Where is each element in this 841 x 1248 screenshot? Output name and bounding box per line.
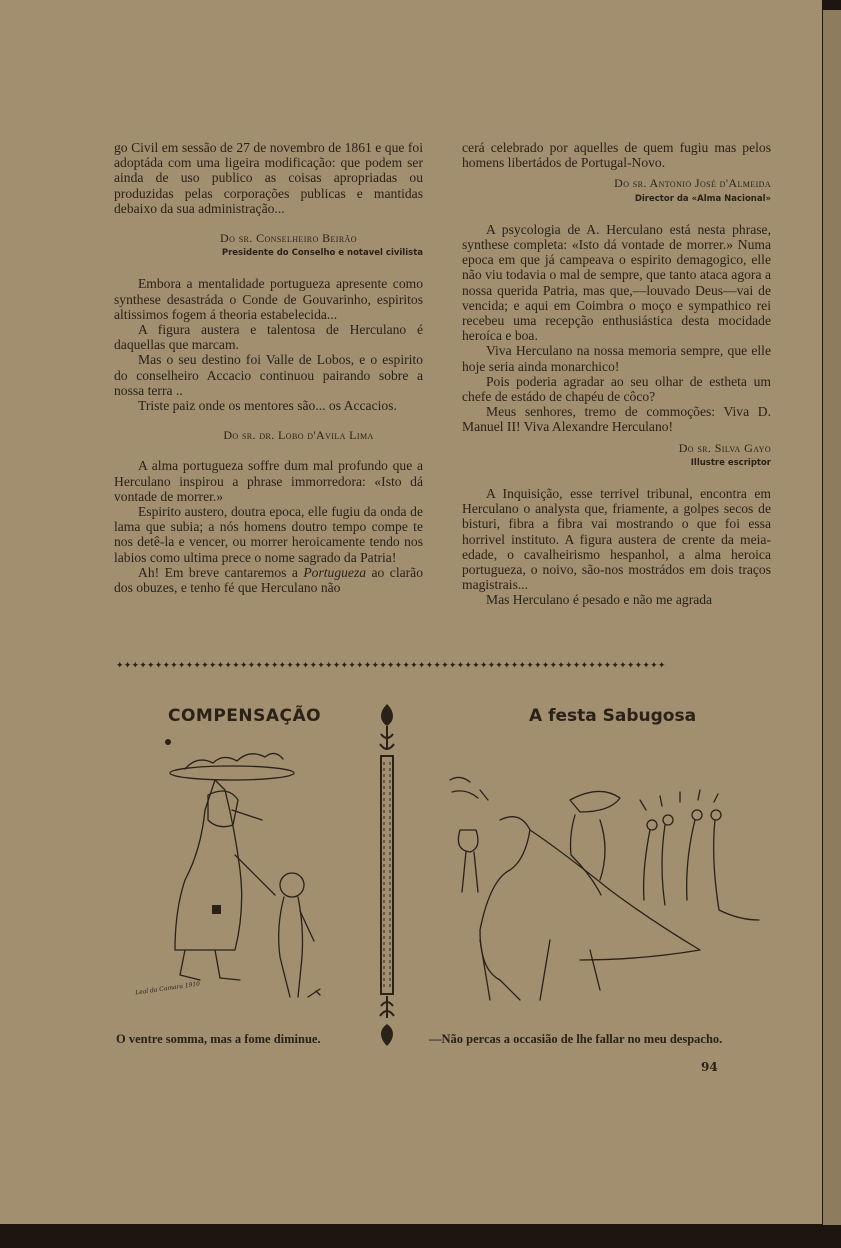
star-divider: ✦✦✦✦✦✦✦✦✦✦✦✦✦✦✦✦✦✦✦✦✦✦✦✦✦✦✦✦✦✦✦✦✦✦✦✦✦✦✦✦✦✦✦✦✦✦✦✦✦✦✦✦✦✦✦✦✦✦✦✦✦✦✦✦✦✦✦✦✦✦✦ xyxy=(116,661,666,671)
cartoon-left-caption: O ventre somma, mas a fome diminue. xyxy=(116,1032,321,1046)
paragraph: A alma portugueza soffre dum mal profundo que a Herculano inspirou a phrase immorredora: «Isto dá vontade de morrer.» xyxy=(114,458,423,504)
paragraph: Mas o seu destino foi Valle de Lobos, e o espirito do conselheiro Accacio continuou pairando sobre a nossa terra .. xyxy=(114,352,423,398)
cartoon-right-caption: —Não percas a occasião de lhe fallar no meu despacho. xyxy=(429,1032,723,1046)
cartoon-right-title: A festa Sabugosa xyxy=(529,706,697,726)
signature-subtitle: Director da «Alma Nacional» xyxy=(634,193,771,204)
signature-heading: Do sr. Silva Gayo xyxy=(678,440,771,455)
paragraph: Espirito austero, doutra epoca, elle fugiu da onda de lama que subia; a nós homens doutro tempo compe te nos detê-la e vencer, ou morrer heroicamente tendo nos labios como ultima prece o nome sagrado da Patria! xyxy=(114,504,423,565)
paragraph: cerá celebrado por aquelles de quem fugiu mas pelos homens libertádos de Portugal-Novo. xyxy=(462,140,771,171)
artist-signature: Leal da Camara 1910 xyxy=(134,980,201,997)
signature-subtitle: Illustre escriptor xyxy=(690,457,771,468)
signature-subtitle: Presidente do Conselho e notavel civilista xyxy=(221,248,423,259)
adjacent-page-edge xyxy=(823,10,841,1225)
paragraph: A figura austera e talentosa de Herculano é daquellas que marcam. xyxy=(114,322,423,353)
paragraph: Mas Herculano é pesado e não me agrada xyxy=(486,592,713,608)
paragraph: A Inquisição, esse terrivel tribunal, encontra em Herculano o analysta que, friamente, a golpes secos de bisturi, fibra a fibra vai mostrando o que foi essa horrivel instituto. A figura austera de crente da meia-edade, o cavalheirismo hespanhol, a alma heroica portugueza, o noivo, são-nos mostrádos em dois traços magistrais... xyxy=(462,486,771,593)
italic-word: Portugueza xyxy=(303,564,367,580)
paragraph: Pois poderia agradar ao seu olhar de estheta um chefe de estádo de chapéu de côco? xyxy=(462,373,771,405)
paragraph: go Civil em sessão de 27 de novembro de 1861 e que foi adoptáda com uma ligeira modificação: que podem ser ainda de uso publico as coisas apropriadas ou produzidas pelas corporações publicas e mantidas debaixo da sua administração... xyxy=(114,140,423,216)
paragraph: Triste paiz onde os mentores são... os Accacios. xyxy=(138,398,397,414)
signature-heading: Do sr. dr. Lobo d'Avila Lima xyxy=(223,428,374,443)
left-text-column xyxy=(114,140,423,595)
paragraph: A psycologia de A. Herculano está nesta phrase, synthese completa: «Isto dá vontade de morrer.» Numa epoca em que já campeava o espirito demagogico, elle não viu todavia o mal de sempre, que tanto ataca agora a nossa querida Patria, mas que,—louvado Deus—vai de vencida; e aqui em Coimbra o moço e sympathico rei recebeu uma recepção enthusiástica desta mocidade heroíca e boa. xyxy=(462,221,771,344)
paragraph: Embora a mentalidade portugueza apresente como synthese desastráda o Conde de Gouvarinho, espiritos altissimos fogem á theoria estabelecida... xyxy=(114,276,423,322)
signature-heading: Do sr. Conselheiro Beirão xyxy=(220,231,357,246)
paragraph: Viva Herculano na nossa memoria sempre, que elle hoje seria ainda monarchico! xyxy=(462,343,771,374)
page-number: 94 xyxy=(701,1060,718,1074)
ornamental-column-icon xyxy=(375,700,399,1050)
signature-heading: Do sr. Antonio José d'Almeida xyxy=(614,176,771,191)
paragraph: Meus senhores, tremo de commoções: Viva D. Manuel II! Viva Alexandre Herculano! xyxy=(462,404,771,435)
cartoon-festa-drawing xyxy=(440,770,770,1020)
right-text-column xyxy=(462,140,771,608)
paragraph: Ah! Em breve cantaremos a Portugueza ao clarão dos obuzes, e tenho fé que Herculano não xyxy=(114,564,423,596)
cartoon-left-title: COMPENSAÇÃO xyxy=(168,706,322,726)
cartoon-compensacao-drawing xyxy=(160,735,330,1015)
